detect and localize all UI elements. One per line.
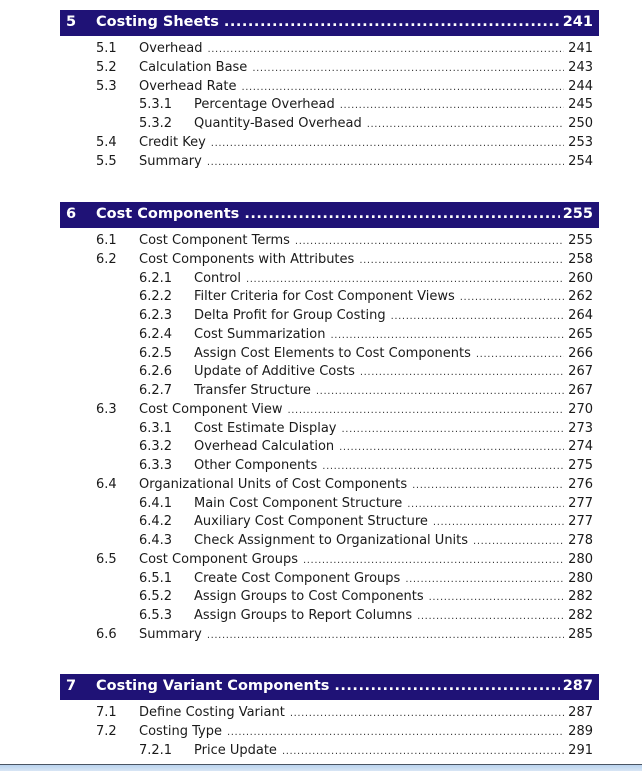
chapter-page-number: 255 (562, 206, 593, 222)
entry-title: Control (194, 270, 241, 286)
dot-leader (473, 533, 564, 552)
chapter-page-number: 287 (562, 678, 593, 694)
dot-leader (405, 571, 564, 590)
entry-page-number: 243 (568, 59, 593, 75)
dot-leader (429, 589, 565, 608)
entry-page-number: 267 (568, 383, 593, 398)
entry-number: 5.5 (96, 153, 117, 169)
entry-number: 5.2 (96, 59, 117, 75)
entry-number: 6.3.1 (139, 420, 173, 436)
toc-entry[interactable] (60, 270, 599, 289)
entry-number: 6.1 (96, 233, 117, 248)
entry-title: Cost Estimate Display (194, 420, 337, 436)
entry-number: 7.1 (96, 705, 117, 720)
entry-number: 5.3 (96, 78, 117, 94)
entry-title: Other Components (194, 458, 318, 473)
entry-number: 6.3 (96, 401, 117, 417)
toc-entry[interactable] (60, 626, 599, 645)
entry-title: Percentage Overhead (194, 97, 335, 113)
toc-entry[interactable] (60, 307, 599, 326)
entry-page-number: 258 (568, 251, 593, 267)
entry-number: 6.4.2 (139, 514, 173, 530)
chapter-entries (60, 40, 599, 171)
entry-number: 6.5 (96, 551, 117, 567)
toc-entry[interactable] (60, 513, 599, 532)
entry-number: 6.3.2 (139, 439, 173, 455)
entry-page-number: 241 (568, 41, 593, 56)
dot-leader (288, 402, 565, 421)
dot-leader (339, 439, 564, 458)
chapter-heading[interactable] (60, 10, 599, 36)
dot-leader (244, 206, 559, 222)
entry-title: Update of Additive Costs (194, 364, 355, 380)
entry-page-number: 282 (568, 589, 593, 605)
dot-leader (241, 79, 564, 98)
entry-number: 6.2.1 (139, 270, 173, 286)
entry-title: Delta Profit for Group Costing (194, 308, 386, 323)
entry-page-number: 254 (568, 153, 593, 169)
toc-entry[interactable] (60, 588, 599, 607)
toc-entry[interactable] (60, 382, 599, 401)
entry-number: 5.3.1 (139, 97, 173, 113)
entry-page-number: 276 (568, 476, 593, 492)
entry-title: Filter Criteria for Cost Component Views (194, 289, 455, 305)
entry-number: 6.5.2 (139, 589, 173, 605)
entry-page-number: 245 (568, 97, 593, 113)
toc-entry[interactable] (60, 251, 599, 270)
entry-title: Cost Components with Attributes (139, 251, 355, 267)
dot-leader (224, 14, 560, 30)
dot-leader (412, 477, 564, 496)
entry-title: Costing Type (139, 723, 222, 739)
entry-number: 6.2.4 (139, 326, 173, 342)
dot-leader (460, 289, 564, 308)
entry-number: 6.2.3 (139, 308, 173, 323)
toc-entry[interactable] (60, 78, 599, 97)
toc-entry[interactable] (60, 723, 599, 742)
entry-title: Transfer Structure (194, 383, 311, 398)
entry-page-number: 253 (568, 134, 593, 150)
entry-title: Summary (139, 626, 202, 642)
entry-number: 6.4.1 (139, 495, 173, 511)
entry-title: Overhead (139, 41, 203, 56)
dot-leader (342, 421, 565, 440)
entry-number: 6.5.1 (139, 570, 173, 586)
toc-entry[interactable] (60, 704, 599, 723)
entry-number: 6.5.3 (139, 608, 173, 623)
entry-number: 5.1 (96, 41, 117, 56)
entry-number: 6.2.2 (139, 289, 173, 305)
dot-leader (227, 724, 564, 743)
toc-entry[interactable] (60, 40, 599, 59)
entry-title: Cost Component View (139, 401, 283, 417)
entry-number: 6.6 (96, 626, 117, 642)
toc-entry[interactable] (60, 288, 599, 307)
entry-page-number: 282 (568, 608, 593, 623)
dot-leader (360, 364, 564, 383)
dot-leader (303, 552, 564, 571)
entry-title: Summary (139, 153, 202, 169)
dot-leader (252, 60, 564, 79)
toc-entry[interactable] (60, 495, 599, 514)
entry-number: 7.2 (96, 723, 117, 739)
dot-leader (295, 233, 564, 252)
entry-title: Assign Cost Elements to Cost Components (194, 345, 471, 361)
chapter-page-number: 241 (562, 14, 593, 30)
chapter-entries (60, 704, 599, 760)
entry-page-number: 274 (568, 439, 593, 455)
entry-title: Calculation Base (139, 59, 248, 75)
chapter-number: 5 (66, 14, 77, 30)
entry-title: Overhead Calculation (194, 439, 335, 455)
entry-title: Organizational Units of Cost Components (139, 476, 408, 492)
toc-entry[interactable] (60, 96, 599, 115)
entry-title: Quantity-Based Overhead (194, 116, 362, 131)
toc-entry[interactable] (60, 420, 599, 439)
entry-title: Auxiliary Cost Component Structure (194, 514, 428, 530)
entry-page-number: 264 (568, 308, 593, 323)
toc-entry[interactable] (60, 232, 599, 251)
entry-page-number: 280 (568, 570, 593, 586)
dot-leader (433, 514, 564, 533)
entry-title: Define Costing Variant (139, 705, 285, 720)
dot-leader (246, 271, 564, 290)
chapter-heading[interactable] (60, 202, 599, 228)
entry-page-number: 250 (568, 116, 593, 131)
entry-title: Cost Component Terms (139, 233, 290, 248)
entry-page-number: 266 (568, 345, 593, 361)
toc-entry[interactable] (60, 457, 599, 476)
entry-number: 6.2.7 (139, 383, 173, 398)
entry-page-number: 267 (568, 364, 593, 380)
entry-title: Main Cost Component Structure (194, 495, 403, 511)
entry-number: 6.4 (96, 476, 117, 492)
chapter-title: Cost Components (96, 206, 240, 222)
chapter-heading[interactable] (60, 674, 599, 700)
dot-leader (207, 154, 564, 173)
entry-page-number: 275 (568, 458, 593, 473)
toc-entry[interactable] (60, 476, 599, 495)
entry-page-number: 277 (568, 495, 593, 511)
chapter-7 (60, 674, 599, 760)
entry-title: Price Update (194, 742, 277, 758)
entry-number: 5.3.2 (139, 116, 173, 131)
dot-leader (359, 252, 564, 271)
entry-title: Overhead Rate (139, 78, 237, 94)
dot-leader (316, 383, 564, 402)
entry-title: Credit Key (139, 134, 206, 150)
chapter-entries (60, 232, 599, 645)
entry-page-number: 273 (568, 420, 593, 436)
toc-entry[interactable] (60, 153, 599, 172)
toc-entry[interactable] (60, 742, 599, 761)
entry-title: Cost Component Groups (139, 551, 298, 567)
toc-entry[interactable] (60, 326, 599, 345)
toc-entry[interactable] (60, 532, 599, 551)
entry-title: Assign Groups to Report Columns (194, 608, 413, 623)
dot-leader (207, 627, 564, 646)
entry-title: Create Cost Component Groups (194, 570, 401, 586)
entry-page-number: 285 (568, 626, 593, 642)
entry-number: 7.2.1 (139, 742, 173, 758)
entry-page-number: 278 (568, 533, 593, 548)
toc-entry[interactable] (60, 363, 599, 382)
entry-number: 6.3.3 (139, 458, 173, 473)
dot-leader (290, 705, 564, 724)
entry-page-number: 277 (568, 514, 593, 530)
chapter-title: Costing Sheets (96, 14, 219, 30)
toc-entry[interactable] (60, 345, 599, 364)
entry-page-number: 262 (568, 289, 593, 305)
entry-title: Cost Summarization (194, 326, 326, 342)
toc-entry[interactable] (60, 551, 599, 570)
entry-page-number: 287 (568, 705, 593, 720)
entry-page-number: 291 (568, 742, 593, 758)
entry-number: 5.4 (96, 134, 117, 150)
toc-entry[interactable] (60, 607, 599, 626)
entry-page-number: 289 (568, 723, 593, 739)
toc-entry[interactable] (60, 570, 599, 589)
dot-leader (322, 458, 564, 477)
entry-page-number: 265 (568, 326, 593, 342)
entry-page-number: 280 (568, 551, 593, 567)
chapter-number: 7 (66, 678, 77, 694)
toc-entry[interactable] (60, 438, 599, 457)
dot-leader (367, 116, 564, 135)
dot-leader (407, 496, 564, 515)
toc-entry[interactable] (60, 401, 599, 420)
dot-leader (211, 135, 564, 154)
chapter-title: Costing Variant Components (96, 678, 330, 694)
toc-entry[interactable] (60, 59, 599, 78)
entry-page-number: 255 (568, 233, 593, 248)
chapter-6 (60, 202, 599, 645)
entry-number: 6.2.6 (139, 364, 173, 380)
dot-leader (340, 97, 564, 116)
dot-leader (391, 308, 565, 327)
entry-number: 6.2 (96, 251, 117, 267)
toc-entry[interactable] (60, 134, 599, 153)
dot-leader (417, 608, 564, 627)
chapter-number: 6 (66, 206, 77, 222)
dot-leader (208, 41, 565, 60)
dot-leader (330, 327, 564, 346)
entry-title: Assign Groups to Cost Components (194, 589, 424, 605)
dot-leader (476, 346, 564, 365)
dot-leader (334, 678, 559, 694)
entry-title: Check Assignment to Organizational Units (194, 533, 469, 548)
entry-number: 6.2.5 (139, 345, 173, 361)
dot-leader (282, 743, 564, 762)
entry-number: 6.4.3 (139, 533, 173, 548)
entry-page-number: 244 (568, 78, 593, 94)
toc-entry[interactable] (60, 115, 599, 134)
entry-page-number: 260 (568, 270, 593, 286)
chapter-5 (60, 10, 599, 171)
entry-page-number: 270 (568, 401, 593, 417)
